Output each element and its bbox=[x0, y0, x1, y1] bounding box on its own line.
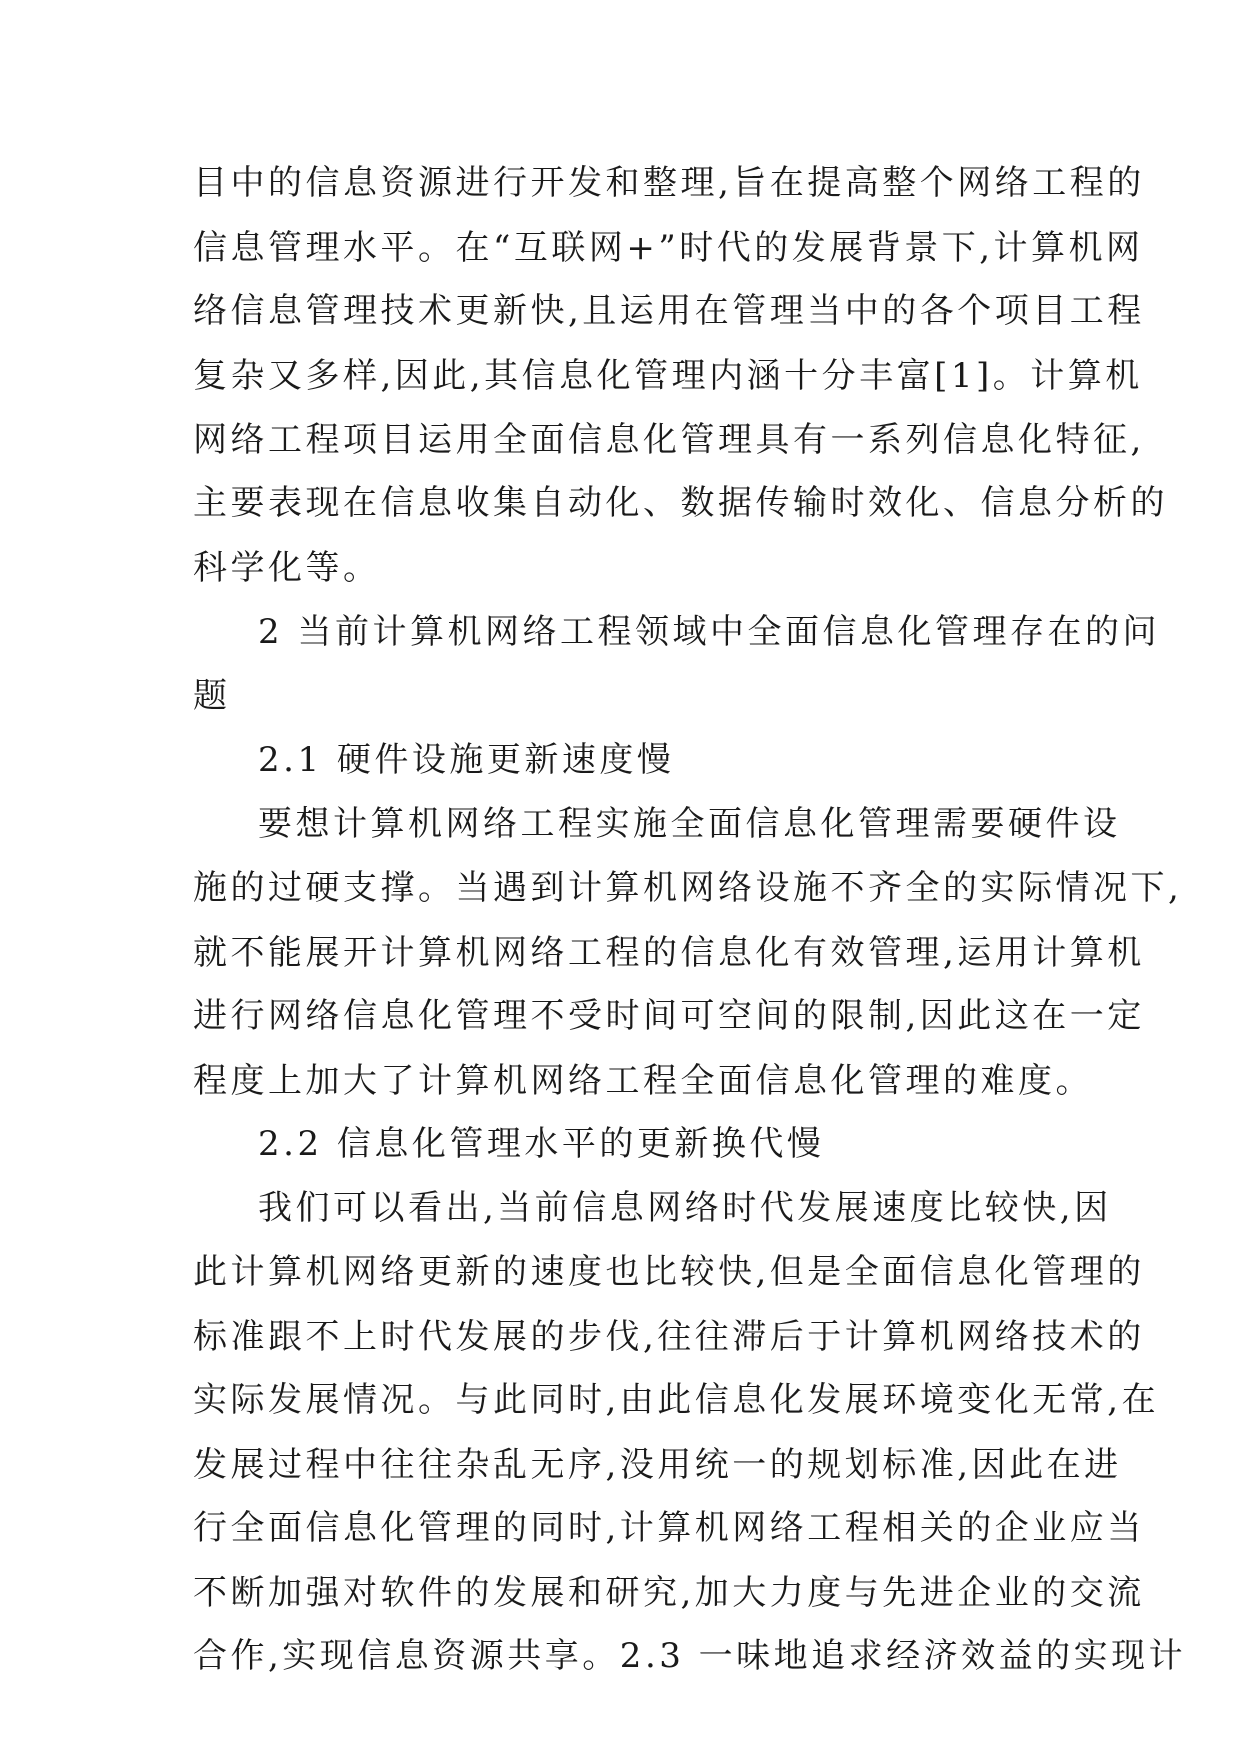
paragraph-line: 目中的信息资源进行开发和整理,旨在提高整个网络工程的 bbox=[193, 163, 1145, 203]
subsection-heading: 2.1 硬件设施更新速度慢 bbox=[258, 740, 675, 780]
paragraph-line: 实际发展情况。与此同时,由此信息化发展环境变化无常,在 bbox=[193, 1380, 1160, 1420]
section-heading-continuation: 题 bbox=[193, 676, 231, 716]
paragraph-line: 施的过硬支撑。当遇到计算机网络设施不齐全的实际情况下, bbox=[193, 868, 1183, 908]
paragraph-line: 络信息管理技术更新快,且运用在管理当中的各个项目工程 bbox=[193, 291, 1145, 331]
paragraph-line: 要想计算机网络工程实施全面信息化管理需要硬件设 bbox=[258, 804, 1121, 844]
paragraph-line: 发展过程中往往杂乱无序,没用统一的规划标准,因此在进 bbox=[193, 1445, 1122, 1485]
paragraph-line: 标准跟不上时代发展的步伐,往往滞后于计算机网络技术的 bbox=[193, 1317, 1145, 1357]
paragraph-line: 行全面信息化管理的同时,计算机网络工程相关的企业应当 bbox=[193, 1508, 1145, 1548]
paragraph-line: 我们可以看出,当前信息网络时代发展速度比较快,因 bbox=[258, 1188, 1112, 1228]
paragraph-line: 合作,实现信息资源共享。2.3 一味地追求经济效益的实现计 bbox=[193, 1636, 1187, 1676]
paragraph-line: 信息管理水平。在“互联网+”时代的发展背景下,计算机网 bbox=[193, 228, 1144, 268]
section-heading: 2 当前计算机网络工程领域中全面信息化管理存在的问 bbox=[258, 612, 1160, 652]
subsection-heading: 2.2 信息化管理水平的更新换代慢 bbox=[258, 1124, 825, 1164]
paragraph-line: 进行网络信息化管理不受时间可空间的限制,因此这在一定 bbox=[193, 996, 1145, 1036]
paragraph-line: 不断加强对软件的发展和研究,加大力度与先进企业的交流 bbox=[193, 1573, 1145, 1613]
paragraph-line: 科学化等。 bbox=[193, 548, 381, 588]
paragraph-line: 程度上加大了计算机网络工程全面信息化管理的难度。 bbox=[193, 1061, 1093, 1101]
paragraph-line: 复杂又多样,因此,其信息化管理内涵十分丰富[1]。计算机 bbox=[193, 356, 1143, 396]
paragraph-line: 主要表现在信息收集自动化、数据传输时效化、信息分析的 bbox=[193, 483, 1168, 523]
paragraph-line: 就不能展开计算机网络工程的信息化有效管理,运用计算机 bbox=[193, 933, 1145, 973]
paragraph-line: 此计算机网络更新的速度也比较快,但是全面信息化管理的 bbox=[193, 1252, 1145, 1292]
paragraph-line: 网络工程项目运用全面信息化管理具有一系列信息化特征, bbox=[193, 420, 1145, 460]
